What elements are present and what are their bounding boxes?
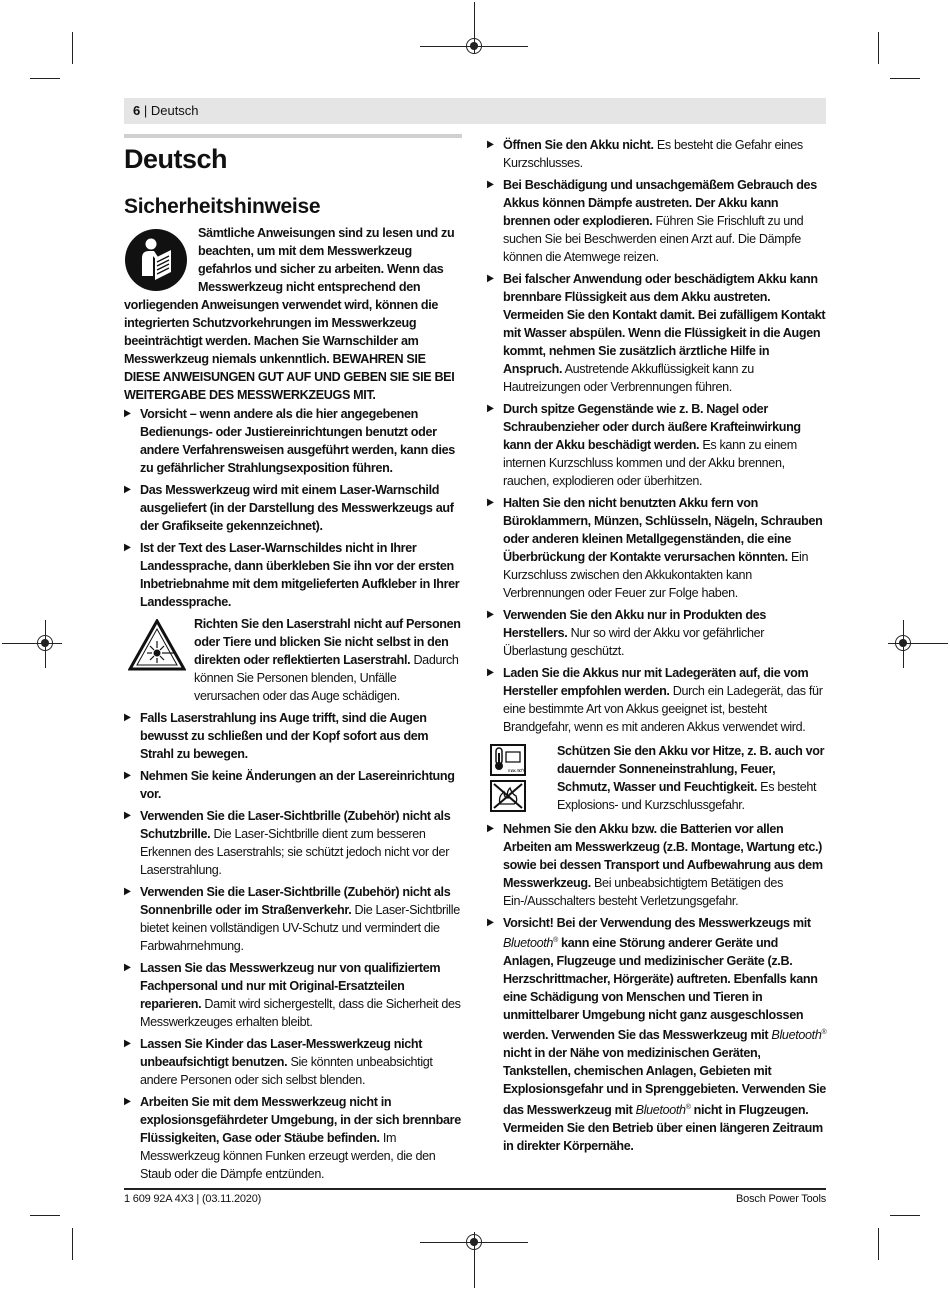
item-normal-text: Durch ein Ladegerät, das für eine bestimmte Art von Akkus geeignet ist, besteht Brandgefahr, wenn es mit anderen Akkus verwendet wird. xyxy=(503,684,823,734)
list-item xyxy=(124,1035,462,1089)
bullet-arrow-icon: ▶ xyxy=(487,403,494,414)
bullet-arrow-icon: ▶ xyxy=(487,609,494,620)
item-normal-text: Führen Sie Frischluft zu und suchen Sie bei Beschwerden einen Arzt auf. Die Dämpfe können die Atemwege reizen. xyxy=(503,214,804,264)
bullet-arrow-icon: ▶ xyxy=(124,1096,131,1107)
list-item xyxy=(487,176,827,266)
crop-mark xyxy=(890,78,920,79)
item-bold-text: Laden Sie die Akkus nur mit Ladegeräten auf, die vom Hersteller empfohlen werden. xyxy=(503,666,809,698)
item-bold-text: Falls Laserstrahlung ins Auge trifft, sind die Augen bewusst zu schließen und der Kopf sofort aus dem Strahl zu bewegen. xyxy=(140,711,429,761)
intro-text: Sämtliche Anweisungen sind zu lesen und zu beachten, um mit dem Messwerkzeug gefahrlos und sicher zu arbeiten. Wenn das Messwerkzeug nicht entsprechend den vorliegenden Anweisungen verwendet wird, können die integrierten Schutzvorkehrungen im Messwerkzeug beeinträchtigt werden. Machen Sie Warnschilder am Messwerkzeug niemals unkenntlich. BEWAHREN SIE DIESE ANWEISUNGEN GUT AUF UND GEBEN SIE SIE BEI WEITERGABE DES MESSWERKZEUGS MIT. xyxy=(124,226,455,402)
bullet-arrow-icon: ▶ xyxy=(487,497,494,508)
item-bold-text: Bei falscher Anwendung oder beschädigtem Akku kann brennbare Flüssigkeit aus dem Akku austreten. Vermeiden Sie den Kontakt damit. Bei zufälligem Kontakt mit Wasser abspülen. Wenn die Flüssigkeit in die Augen kommt, nehmen Sie zusätzlich ärztliche Hilfe in Anspruch. xyxy=(503,272,826,376)
registration-mark-icon xyxy=(466,1234,482,1250)
laser-warning-normal: Dadurch können Sie Personen blenden, Unfälle verursachen oder das Auge schädigen. xyxy=(194,653,459,703)
bluetooth-term: Bluetooth xyxy=(771,1028,822,1043)
item-bold-text: Verwenden Sie die Laser-Sichtbrille (Zubehör) nicht als Schutzbrille. xyxy=(140,809,451,841)
crop-mark xyxy=(72,32,73,64)
page-header-label: 6 | Deutsch xyxy=(133,103,199,118)
list-item xyxy=(124,1093,462,1183)
item-normal-text: Es kann zu einem internen Kurzschluss kommen und der Akku brennen, rauchen, explodieren oder überhitzen. xyxy=(503,438,797,488)
bullet-arrow-icon: ▶ xyxy=(487,139,494,150)
page-header xyxy=(124,98,826,124)
crop-mark xyxy=(890,1215,920,1216)
registration-mark-icon xyxy=(466,38,482,54)
item-bold-text: Arbeiten Sie mit dem Messwerkzeug nicht in explosionsgefährdeter Umgebung, in der sich brennbare Flüssigkeiten, Gase oder Stäube befinden. xyxy=(140,1095,461,1145)
bluetooth-warning-text xyxy=(503,916,826,1153)
bluetooth-term: Bluetooth xyxy=(503,936,554,951)
list-item xyxy=(487,136,827,172)
item-normal-text: Es besteht die Gefahr eines Kurzschlusses. xyxy=(503,138,803,170)
item-bold-text: Durch spitze Gegenstände wie z. B. Nagel oder Schraubenzieher oder durch äußere Krafteinwirkung kann der Akku beschädigt werden. xyxy=(503,402,801,452)
list-item xyxy=(124,539,462,611)
list-item xyxy=(124,807,462,879)
list-item xyxy=(487,494,827,602)
list-item xyxy=(124,959,462,1031)
list-item xyxy=(124,405,462,477)
bullet-arrow-icon: ▶ xyxy=(487,823,494,834)
item-normal-text: Nur so wird der Akku vor gefährlicher Überlastung geschützt. xyxy=(503,626,765,658)
bt-text-part: nicht in Flugzeugen. Vermeiden Sie den Betrieb über einen längeren Zeitraum in direkter Körpernähe. xyxy=(503,1102,823,1153)
item-normal-text: Austretende Akkuflüssigkeit kann zu Hautreizungen oder Verbrennungen führen. xyxy=(503,362,754,394)
bluetooth-warning-item xyxy=(487,914,827,1155)
bullet-arrow-icon: ▶ xyxy=(124,886,131,897)
item-normal-text: Bei unbeabsichtigtem Betätigen des Ein-/Ausschalters besteht Verletzungsgefahr. xyxy=(503,876,784,908)
item-bold-text: Verwenden Sie die Laser-Sichtbrille (Zubehör) nicht als Sonnenbrille oder im Straßenverkehr. xyxy=(140,885,451,917)
intro-paragraph xyxy=(124,224,462,404)
crop-mark xyxy=(878,1228,879,1260)
item-bold-text: Öffnen Sie den Akku nicht. xyxy=(503,138,654,152)
list-item xyxy=(124,883,462,955)
bullet-arrow-icon: ▶ xyxy=(124,408,131,419)
item-bold-text: Lassen Sie das Messwerkzeug nur von qualifiziertem Fachpersonal und nur mit Original-Ersatzteilen reparieren. xyxy=(140,961,441,1011)
heat-warning-normal: Es besteht Explosions- und Kurzschlussgefahr. xyxy=(557,780,817,812)
registered-mark: ® xyxy=(553,937,558,944)
bullet-arrow-icon: ▶ xyxy=(124,770,131,781)
registration-mark-icon xyxy=(895,635,911,651)
bullet-arrow-icon: ▶ xyxy=(487,667,494,678)
item-bold-text: Das Messwerkzeug wird mit einem Laser-Warnschild ausgeliefert (in der Darstellung des Messwerkzeugs auf der Grafikseite gekennzeichnet). xyxy=(140,483,454,533)
bullet-arrow-icon: ▶ xyxy=(124,484,131,495)
heat-warning-block xyxy=(487,742,827,814)
laser-warning-block xyxy=(124,615,462,705)
list-item xyxy=(487,606,827,660)
bullet-arrow-icon: ▶ xyxy=(124,962,131,973)
heat-warning-bold: Schützen Sie den Akku vor Hitze, z. B. auch vor dauernder Sonneneinstrahlung, Feuer, Schmutz, Wasser und Feuchtigkeit. xyxy=(557,744,825,794)
crop-mark xyxy=(30,78,60,79)
list-item xyxy=(487,664,827,736)
bullet-arrow-icon: ▶ xyxy=(124,542,131,553)
bullet-arrow-icon: ▶ xyxy=(487,273,494,284)
item-bold-text: Ist der Text des Laser-Warnschildes nicht in Ihrer Landessprache, dann überkleben Sie ihn vor der ersten Inbetriebnahme mit dem mitgelieferten Aufkleber in Ihrer Landessprache. xyxy=(140,541,460,609)
item-normal-text: Sie könnten unbeabsichtigt andere Personen oder sich selbst blenden. xyxy=(140,1055,433,1087)
item-normal-text: Damit wird sichergestellt, dass die Sicherheit des Messwerkzeuges erhalten bleibt. xyxy=(140,997,461,1029)
item-bold-text: Verwenden Sie den Akku nur in Produkten des Herstellers. xyxy=(503,608,767,640)
right-column-list xyxy=(487,136,827,1159)
page-number: 6 xyxy=(133,103,141,118)
temperature-limit-icon xyxy=(490,744,526,776)
list-item xyxy=(487,270,827,396)
laser-warning-icon xyxy=(128,619,186,671)
footer-brand: Bosch Power Tools xyxy=(736,1193,826,1205)
bt-text-part: kann eine Störung anderer Geräte und Anlagen, Flugzeuge und medizinischer Geräte (z.B. Herzschrittmacher, Hörgeräte) auftreten. Ebenfalls kann eine Schädigung von Menschen und Tieren in unmittelbarer Umgebung nicht ganz ausgeschlossen werden. Verwenden Sie das Messwerkzeug mit xyxy=(503,936,818,1043)
bullet-arrow-icon: ▶ xyxy=(124,810,131,821)
list-item xyxy=(124,767,462,803)
item-normal-text: Ein Kurzschluss zwischen den Akkukontakten kann Verbrennungen oder Feuer zur Folge haben. xyxy=(503,550,809,600)
column-rule xyxy=(124,134,462,138)
section-heading: Sicherheitshinweise xyxy=(124,195,321,218)
bullet-arrow-icon: ▶ xyxy=(487,917,494,928)
page-title: Deutsch xyxy=(124,144,228,174)
bullet-arrow-icon: ▶ xyxy=(124,1038,131,1049)
laser-warning-bold: Richten Sie den Laserstrahl nicht auf Personen oder Tiere und blicken Sie nicht selbst in den direkten oder reflektierten Laserstrahl. xyxy=(194,617,461,667)
item-bold-text: Nehmen Sie den Akku bzw. die Batterien vor allen Arbeiten am Messwerkzeug (z.B. Montage, Wartung etc.) sowie bei dessen Transport und Aufbewahrung aus dem Messwerkzeug. xyxy=(503,822,823,890)
crop-mark xyxy=(878,32,879,64)
left-column-list xyxy=(124,405,462,1187)
item-normal-text: Die Laser-Sichtbrille bietet keinen vollständigen UV-Schutz und vermindert die Farbwahrnehmung. xyxy=(140,903,460,953)
bt-text-part: nicht in der Nähe von medizinischen Geräten, Tankstellen, chemischen Anlagen, Gebieten mit Explosionsgefahr und in Sprenggebieten. Verwenden Sie das Messwerkzeug mit xyxy=(503,1046,826,1117)
item-bold-text: Bei Beschädigung und unsachgemäßem Gebrauch des Akkus können Dämpfe austreten. Der Akku kann brennen oder explodieren. xyxy=(503,178,817,228)
registered-mark: ® xyxy=(685,1103,691,1111)
no-fire-water-icon xyxy=(490,780,526,812)
registered-mark: ® xyxy=(821,1029,827,1037)
bullet-arrow-icon: ▶ xyxy=(124,712,131,723)
registration-mark-icon xyxy=(37,635,53,651)
bluetooth-term: Bluetooth xyxy=(635,1102,686,1117)
item-normal-text: Im Messwerkzeug können Funken erzeugt werden, die den Staub oder die Dämpfe entzünden. xyxy=(140,1131,436,1181)
header-section: Deutsch xyxy=(150,103,199,118)
footer-rule xyxy=(124,1188,826,1190)
list-item xyxy=(124,709,462,763)
item-bold-text: Nehmen Sie keine Änderungen an der Lasereinrichtung vor. xyxy=(140,769,455,801)
temperature-limit-label: max. 50°C xyxy=(508,768,526,773)
crop-mark xyxy=(30,1215,60,1216)
bullet-arrow-icon: ▶ xyxy=(487,179,494,190)
footer-doc-number: 1 609 92A 4X3 | (03.11.2020) xyxy=(124,1193,262,1205)
item-bold-text: Halten Sie den nicht benutzten Akku fern von Büroklammern, Münzen, Schlüsseln, Nägeln, Schrauben oder anderen kleinen Metallgegenständen, die eine Überbrückung der Kontakte verursachen könnten. xyxy=(503,496,823,564)
crop-mark xyxy=(72,1228,73,1260)
item-bold-text: Lassen Sie Kinder das Laser-Messwerkzeug nicht unbeaufsichtigt benutzen. xyxy=(140,1037,423,1069)
read-manual-icon xyxy=(124,228,188,292)
item-bold-text: Vorsicht – wenn andere als die hier angegebenen Bedienungs- oder Justiereinrichtungen benutzt oder andere Verfahrensweisen ausgeführt werden, kann dies zu gefährlicher Strahlungsexposition führen. xyxy=(140,407,455,475)
list-item xyxy=(487,400,827,490)
list-item xyxy=(487,820,827,910)
item-normal-text: Die Laser-Sichtbrille dient zum besseren Erkennen des Laserstrahls; sie schützt jedoch nicht vor der Laserstrahlung. xyxy=(140,827,450,877)
registration-line xyxy=(2,643,62,644)
bt-text-part: Vorsicht! Bei der Verwendung des Messwerkzeugs mit xyxy=(503,916,811,930)
list-item xyxy=(124,481,462,535)
